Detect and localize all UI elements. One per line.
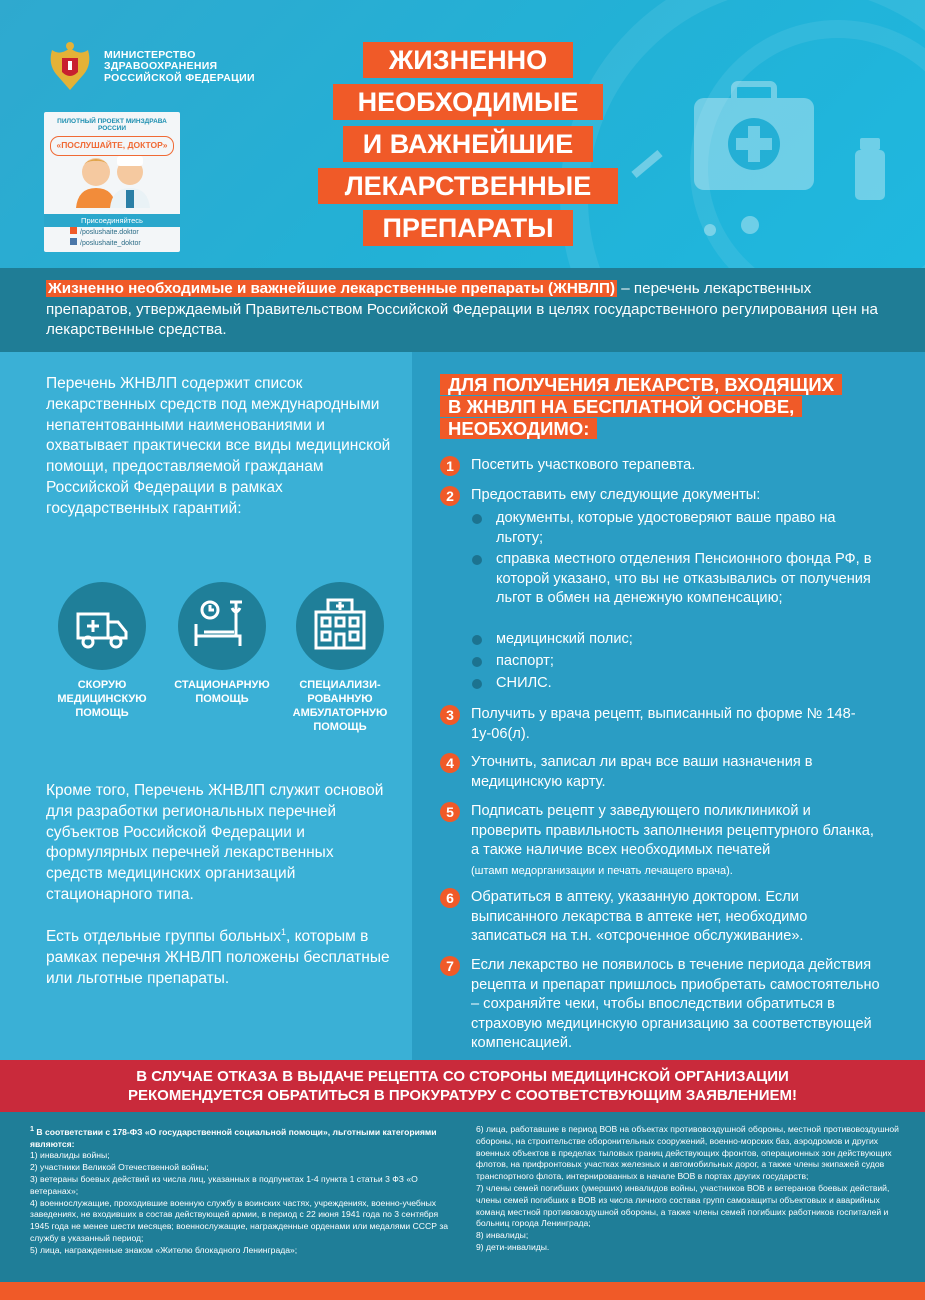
- step-number: 7: [440, 956, 460, 976]
- requirements-title-line-3: НЕОБХОДИМО:: [440, 418, 597, 439]
- step-1: [440, 456, 880, 476]
- bullet-dot-icon: [472, 657, 482, 667]
- step-text: Получить у врача рецепт, выписанный по форме № 148-1у-06(л).: [471, 706, 856, 742]
- document-item: паспорт;: [472, 652, 882, 672]
- step-number: 3: [440, 705, 460, 725]
- vk-icon: [70, 238, 77, 245]
- step-2: [440, 486, 880, 506]
- icon-label-inpatient: СТАЦИОНАРНУЮ ПОМОЩЬ: [174, 679, 270, 705]
- bullet-dot-icon: [472, 514, 482, 524]
- warning-line-1: В СЛУЧАЕ ОТКАЗА В ВЫДАЧЕ РЕЦЕПТА СО СТОРОНЫ МЕДИЦИНСКОЙ ОРГАНИЗАЦИИ: [136, 1068, 789, 1085]
- warning-line-2: РЕКОМЕНДУЕТСЯ ОБРАТИТЬСЯ В ПРОКУРАТУРУ С СООТВЕТСТВУЮЩИМ ЗАЯВЛЕНИЕМ!: [128, 1087, 797, 1104]
- document-item: документы, которые удостоверяют ваше право на льготу;: [472, 509, 882, 548]
- step-number: 6: [440, 888, 460, 908]
- facebook-icon: [70, 227, 77, 234]
- page-title: [318, 42, 618, 252]
- definition-rest: – перечень лекарственных препаратов, утверждаемый Правительством Российской Федерации в целях государственного регулирования цен на лекарственные средства.: [46, 280, 878, 338]
- title-line-1: ЖИЗНЕННО: [363, 42, 573, 78]
- coat-of-arms-icon: [44, 40, 96, 94]
- step-5: [440, 802, 880, 881]
- step-text: Подписать рецепт у заведующего поликлиникой и проверить правильность заполнения рецептурного бланка, а также наличие всех необходимых печатей (штамп медорганизации и печать лечащего врача).: [471, 803, 874, 877]
- title-line-3: И ВАЖНЕЙШИЕ: [343, 126, 593, 162]
- header-banner: [0, 0, 925, 268]
- requirements-title: [440, 374, 880, 440]
- document-item: СНИЛС.: [472, 674, 882, 694]
- footnote-item: 8) инвалиды;: [476, 1230, 529, 1241]
- promo-vk-link[interactable]: /poslushaite_doktor: [70, 238, 180, 249]
- footnotes-right: [476, 1124, 901, 1254]
- medical-kit-illustration: [610, 20, 920, 250]
- footnotes-left: [30, 1124, 455, 1257]
- step-number: 1: [440, 456, 460, 476]
- clinic-building-icon: [296, 582, 384, 670]
- left-paragraph-2: Кроме того, Перечень ЖНВЛП служит основой для разработки региональных перечней субъектов Российской Федерации и формулярных перечней лекарственных средств медицинских организаций стационарного типа.: [46, 782, 384, 903]
- step-text: Посетить участкового терапевта.: [471, 457, 696, 473]
- hospital-bed-icon: [178, 582, 266, 670]
- requirements-title-line-1: ДЛЯ ПОЛУЧЕНИЯ ЛЕКАРСТВ, ВХОДЯЩИХ: [440, 374, 842, 395]
- title-line-2: НЕОБХОДИМЫЕ: [333, 84, 603, 120]
- promo-facebook-link[interactable]: /poslushaite.doktor: [70, 227, 180, 238]
- doctor-patient-illustration: [66, 152, 158, 208]
- promo-card: [44, 112, 180, 252]
- icon-label-emergency: СКОРУЮ МЕДИЦИНСКУЮ ПОМОЩЬ: [57, 679, 147, 719]
- step-4: [440, 753, 880, 792]
- step-text: Обратиться в аптеку, указанную доктором. Если выписанного лекарства в аптеке нет, необходимо записаться на т.н. «отсроченное обслуживание».: [471, 889, 808, 944]
- document-item: медицинский полис;: [472, 630, 882, 650]
- bullet-dot-icon: [472, 635, 482, 645]
- bullet-dot-icon: [472, 679, 482, 689]
- title-line-4: ЛЕКАРСТВЕННЫЕ: [318, 168, 618, 204]
- left-paragraph-1: Перечень ЖНВЛП содержит список лекарственных средств под международными непатентованными наименованиями и охватывает практически все виды медицинской помощи, предоставляемой гражданам Российской Федерации в рамках государственных гарантий:: [46, 375, 391, 517]
- step-number: 2: [440, 486, 460, 506]
- promo-title: «ПОСЛУШАЙТЕ, ДОКТОР»: [50, 136, 174, 156]
- promo-top-text: ПИЛОТНЫЙ ПРОЕКТ МИНЗДРАВА РОССИИ: [57, 118, 167, 132]
- definition-highlight: Жизненно необходимые и важнейшие лекарственные препараты (ЖНВЛП): [48, 280, 616, 297]
- step-3: [440, 705, 880, 744]
- step-number: 4: [440, 753, 460, 773]
- requirements-title-line-2: В ЖНВЛП НА БЕСПЛАТНОЙ ОСНОВЕ,: [440, 396, 802, 417]
- step-6: [440, 888, 880, 947]
- definition-text: [46, 279, 896, 341]
- bullet-dot-icon: [472, 555, 482, 565]
- icon-label-outpatient: СПЕЦИАЛИЗИ-РОВАННУЮ АМБУЛАТОРНУЮ ПОМОЩЬ: [292, 679, 388, 733]
- footnote-item: 3) ветераны боевых действий из числа лиц, указанных в подпунктах 1-4 пункта 1 статьи 3 ФЗ «О ветеранах»;: [30, 1174, 418, 1196]
- step-text: Если лекарство не появилось в течение периода действия рецепта и препарат пришлось приобретать самостоятельно – сохраняйте чеки, чтобы впоследствии обратиться в страховую медицинскую организацию за соответствующей компенсацией.: [471, 957, 880, 1051]
- document-item: справка местного отделения Пенсионного фонда РФ, в которой указано, что вы не отказывались от получения льгот в обмен на денежную компенсацию;: [472, 550, 882, 609]
- title-line-5: ПРЕПАРАТЫ: [363, 210, 573, 246]
- warning-text: [0, 1067, 925, 1105]
- footnote-item: 5) лица, награжденные знаком «Жителю блокадного Ленинграда»;: [30, 1244, 298, 1255]
- footnote-item: 1) инвалиды войны;: [30, 1150, 110, 1161]
- ministry-line-3: РОССИЙСКОЙ ФЕДЕРАЦИИ: [104, 71, 255, 84]
- footnote-item: 2) участники Великой Отечественной войны;: [30, 1162, 209, 1173]
- footnote-item: 9) дети-инвалиды.: [476, 1241, 550, 1252]
- footnote-intro: $^1$ В соответствии с 178-ФЗ «О государственной социальной помощи», льготными категориями являются:: [30, 1125, 437, 1149]
- left-paragraph-3: Есть отдельные группы больных$^1$, которым в рамках перечня ЖНВЛП положены бесплатные или льготные препараты.: [46, 927, 390, 987]
- ministry-line-2: ЗДРАВООХРАНЕНИЯ: [104, 60, 218, 73]
- step-7: [440, 956, 880, 1054]
- step-number: 5: [440, 802, 460, 822]
- footnote-item: 6) лица, работавшие в период ВОВ на объектах противовоздушной обороны, местной противовоздушной обороны, на строительстве оборонительных сооружений, военно-морских баз, аэродромов и других военных объектов в пределах тыловых границ действующих фронтов, операционных зон действующих флотов, на прифронтовых участках железных и автомобильных дорог, а также члены экипажей судов транспортного флота, интернированных в начале ВОВ в портах других государств;: [476, 1124, 899, 1182]
- ambulance-icon: [58, 582, 146, 670]
- bottom-orange-strip: [0, 1282, 925, 1300]
- footnote-marker: 1: [280, 927, 286, 937]
- footnote-item: 4) военнослужащие, проходившие военную службу в воинских частях, учреждениях, военно-учебных заведениях, не входивших в состав действующей армии, в период с 22 июня 1941 года по 3 сентября 1945 года не менее шести месяцев; военнослужащие, награжденные орденами или медалями СССР за службу в указанный период;: [30, 1197, 449, 1244]
- step-text: Уточнить, записал ли врач все ваши назначения в медицинскую карту.: [471, 754, 813, 790]
- step-text: Предоставить ему следующие документы:: [471, 487, 761, 503]
- promo-join: Присоединяйтесь: [44, 214, 180, 227]
- ministry-line-1: МИНИСТЕРСТВО: [104, 48, 196, 61]
- ministry-logo: [44, 40, 255, 94]
- step-5-note: (штамп медорганизации и печать лечащего врача).: [471, 864, 733, 877]
- footnote-item: 7) члены семей погибших (умерших) инвалидов войны, участников ВОВ и ветеранов боевых действий, члены семей погибших в ВОВ из числа личного состава групп самозащиты объектовых и аварийных команд местной противовоздушной обороны, а также члены семей погибших работников госпиталей и больниц города Ленинграда;: [476, 1182, 890, 1229]
